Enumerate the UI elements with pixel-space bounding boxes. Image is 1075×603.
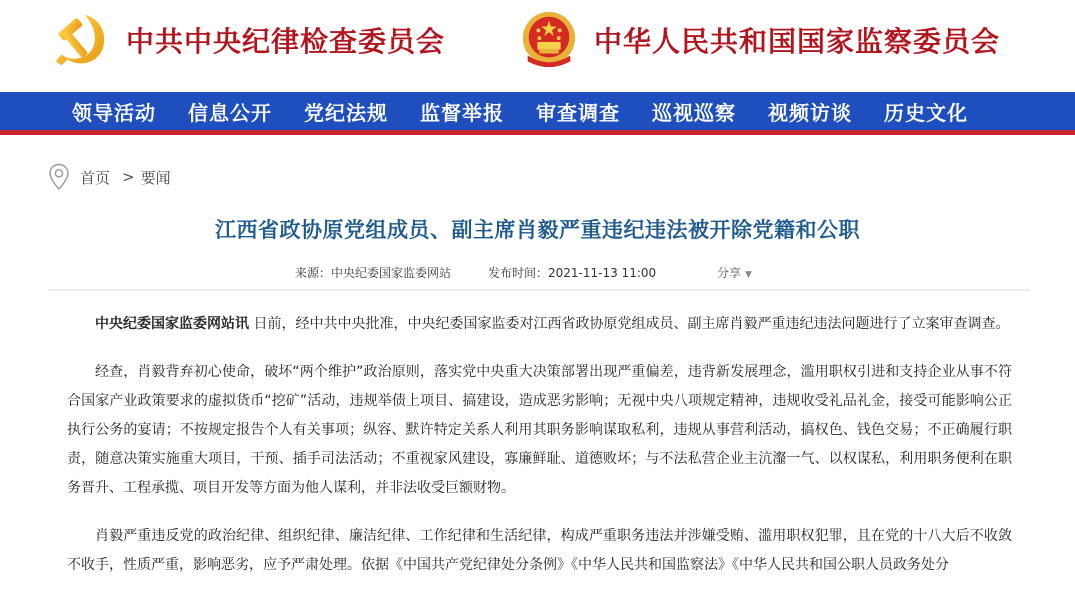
party-emblem-icon [50, 9, 112, 71]
breadcrumb-current[interactable]: 要闻 [140, 168, 171, 187]
nav-item-history[interactable]: 历史文化 [884, 100, 968, 125]
paragraph: 经查，肖毅背弃初心使命，破坏“两个维护”政治原则，落实党中央重大决策部署出现严重偏差，违背新发展理念，滥用职权引进和支持企业从事不符合国家产业政策要求的虚拟货币“挖矿”活动，违规举债上项目、搞建设，造成恶劣影响；无视中央八项规定精神，违规收受礼品礼金，接受可能影响公正执行公务的宴请；不按规定报告个人有关事项；纵容、默许特定关系人利用其职务影响谋取私利，违规从事营利活动，搞权色、钱色交易；不正确履行职责，随意决策实施重大项目，干预、插手司法活动；不重视家风建设，寡廉鲜耻、道德败坏；与不法私营企业主沆瀣一气、以权谋私，利用职务便利在职务晋升、工程承揽、项目开发等方面为他人谋利，并非法收受巨额财物。 [67, 364, 1012, 496]
paragraph: 中央纪委国家监委网站讯 日前，经中共中央批准，中央纪委国家监委对江西省政协原党组成员、副主席肖毅严重违纪违法问题进行了立案审查调查。 [95, 316, 1010, 332]
article-body [67, 310, 1012, 599]
main-nav [0, 92, 1075, 135]
breadcrumb [48, 163, 171, 191]
share-button[interactable] [717, 264, 752, 281]
breadcrumb-separator: > [122, 168, 135, 186]
ccdi-brand[interactable] [50, 0, 445, 80]
ccdi-name: 中共中央纪律检查委员会 [126, 25, 446, 58]
nav-item-regulations[interactable]: 党纪法规 [304, 100, 388, 125]
article-title: 江西省政协原党组成员、副主席肖毅严重违纪违法被开除党籍和公职 [215, 218, 860, 242]
paragraph: 肖毅严重违反党的政治纪律、组织纪律、廉洁纪律、工作纪律和生活纪律，构成严重职务违法并涉嫌受贿、滥用职权犯罪，且在党的十八大后不收敛不收手，性质严重，影响恶劣，应予严肃处理。依据《中国共产党纪律处分条例》《中华人民共和国监察法》《中华人民共和国公职人员政务处分 [67, 528, 1012, 573]
article-source: 来源：中央纪委国家监委网站 [295, 266, 452, 280]
nav-item-disclosure[interactable]: 信息公开 [188, 100, 272, 125]
national-emblem-icon [518, 9, 580, 71]
nav-item-reporting[interactable]: 监督举报 [420, 100, 504, 125]
site-header [0, 0, 1075, 92]
breadcrumb-home[interactable]: 首页 [80, 168, 111, 187]
nav-item-video[interactable]: 视频访谈 [768, 100, 852, 125]
nav-item-inspection[interactable]: 巡视巡察 [652, 100, 736, 125]
meta-divider [48, 289, 1030, 291]
nsc-name: 中华人民共和国国家监察委员会 [594, 25, 1001, 58]
nav-item-leadership[interactable]: 领导活动 [72, 100, 156, 125]
nsc-brand[interactable] [518, 0, 1000, 80]
caret-down-icon: ▼ [745, 270, 752, 280]
nav-item-investigation[interactable]: 审查调查 [536, 100, 620, 125]
article-publish-time: 发布时间：2021-11-13 11:00 [488, 266, 657, 280]
share-label: 分享 [717, 266, 742, 280]
location-pin-icon [48, 163, 70, 191]
paragraph-lead: 中央纪委国家监委网站讯 [95, 316, 249, 332]
article-meta [0, 264, 1075, 282]
